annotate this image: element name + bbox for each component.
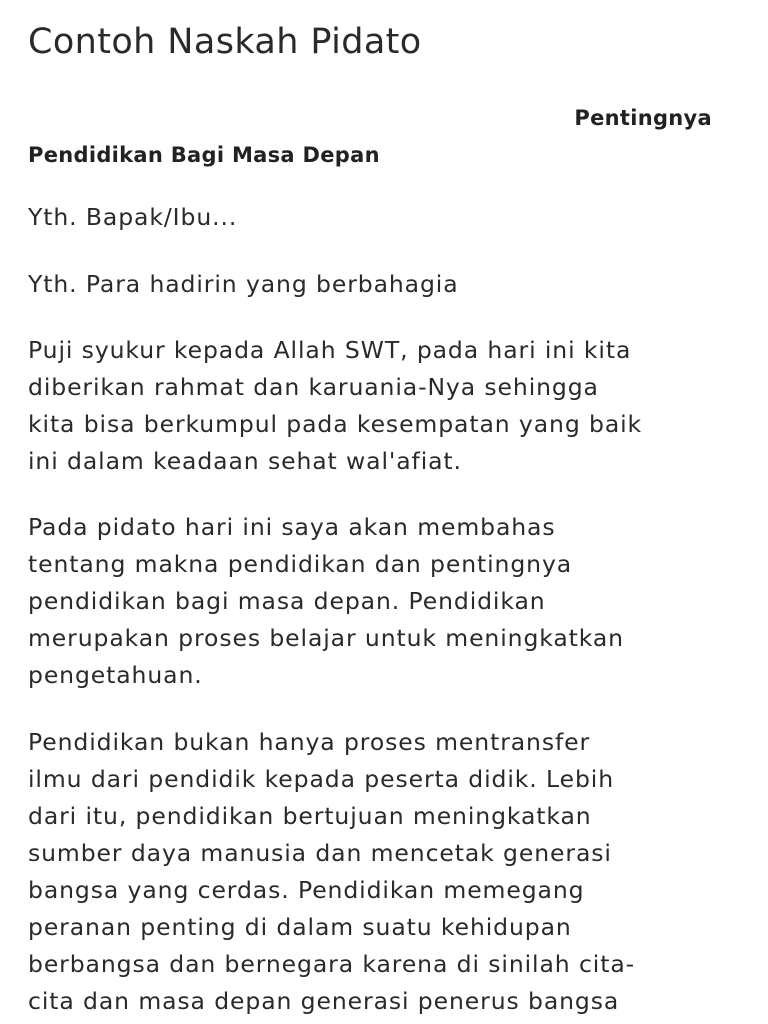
body-paragraph xyxy=(28,724,635,1020)
document-title: Contoh Naskah Pidato xyxy=(28,22,422,62)
speech-heading-line: Pentingnya xyxy=(574,106,712,130)
text-line: sumber daya manusia dan mencetak generasi xyxy=(28,839,612,867)
text-line: berbangsa dan bernegara karena di sinilah cita- xyxy=(28,950,635,978)
speech-heading-line: Pendidikan Bagi Masa Depan xyxy=(28,143,380,167)
text-line: Pendidikan bukan hanya proses mentransfer xyxy=(28,728,591,756)
text-line: kita bisa berkumpul pada kesempatan yang baik xyxy=(28,410,643,438)
text-line: peranan penting di dalam suatu kehidupan xyxy=(28,913,572,941)
text-line: Pada pidato hari ini saya akan membahas xyxy=(28,513,556,541)
text-line: Yth. Bapak/Ibu... xyxy=(28,203,238,231)
text-line: tentang makna pendidikan dan pentingnya xyxy=(28,550,573,578)
text-line: Puji syukur kepada Allah SWT, pada hari ini kita xyxy=(28,336,632,364)
text-line: bangsa yang cerdas. Pendidikan memegang xyxy=(28,876,585,904)
text-line: merupakan proses belajar untuk meningkatkan xyxy=(28,624,624,652)
text-line: cita dan masa depan generasi penerus bangsa xyxy=(28,987,620,1015)
text-line: ini dalam keadaan sehat wal'afiat. xyxy=(28,447,462,475)
text-line: Yth. Para hadirin yang berbahagia xyxy=(28,270,459,298)
text-line: pendidikan bagi masa depan. Pendidikan xyxy=(28,587,546,615)
text-line: ilmu dari pendidik kepada peserta didik. Lebih xyxy=(28,765,615,793)
text-line: dari itu, pendidikan bertujuan meningkatkan xyxy=(28,802,592,830)
body-paragraph xyxy=(28,509,624,694)
text-line: diberikan rahmat dan karuania-Nya sehingga xyxy=(28,373,599,401)
greeting-paragraph xyxy=(28,199,237,236)
text-line: pengetahuan. xyxy=(28,661,203,689)
speech-heading xyxy=(28,100,712,174)
body-paragraph xyxy=(28,332,642,480)
greeting-paragraph xyxy=(28,266,459,303)
